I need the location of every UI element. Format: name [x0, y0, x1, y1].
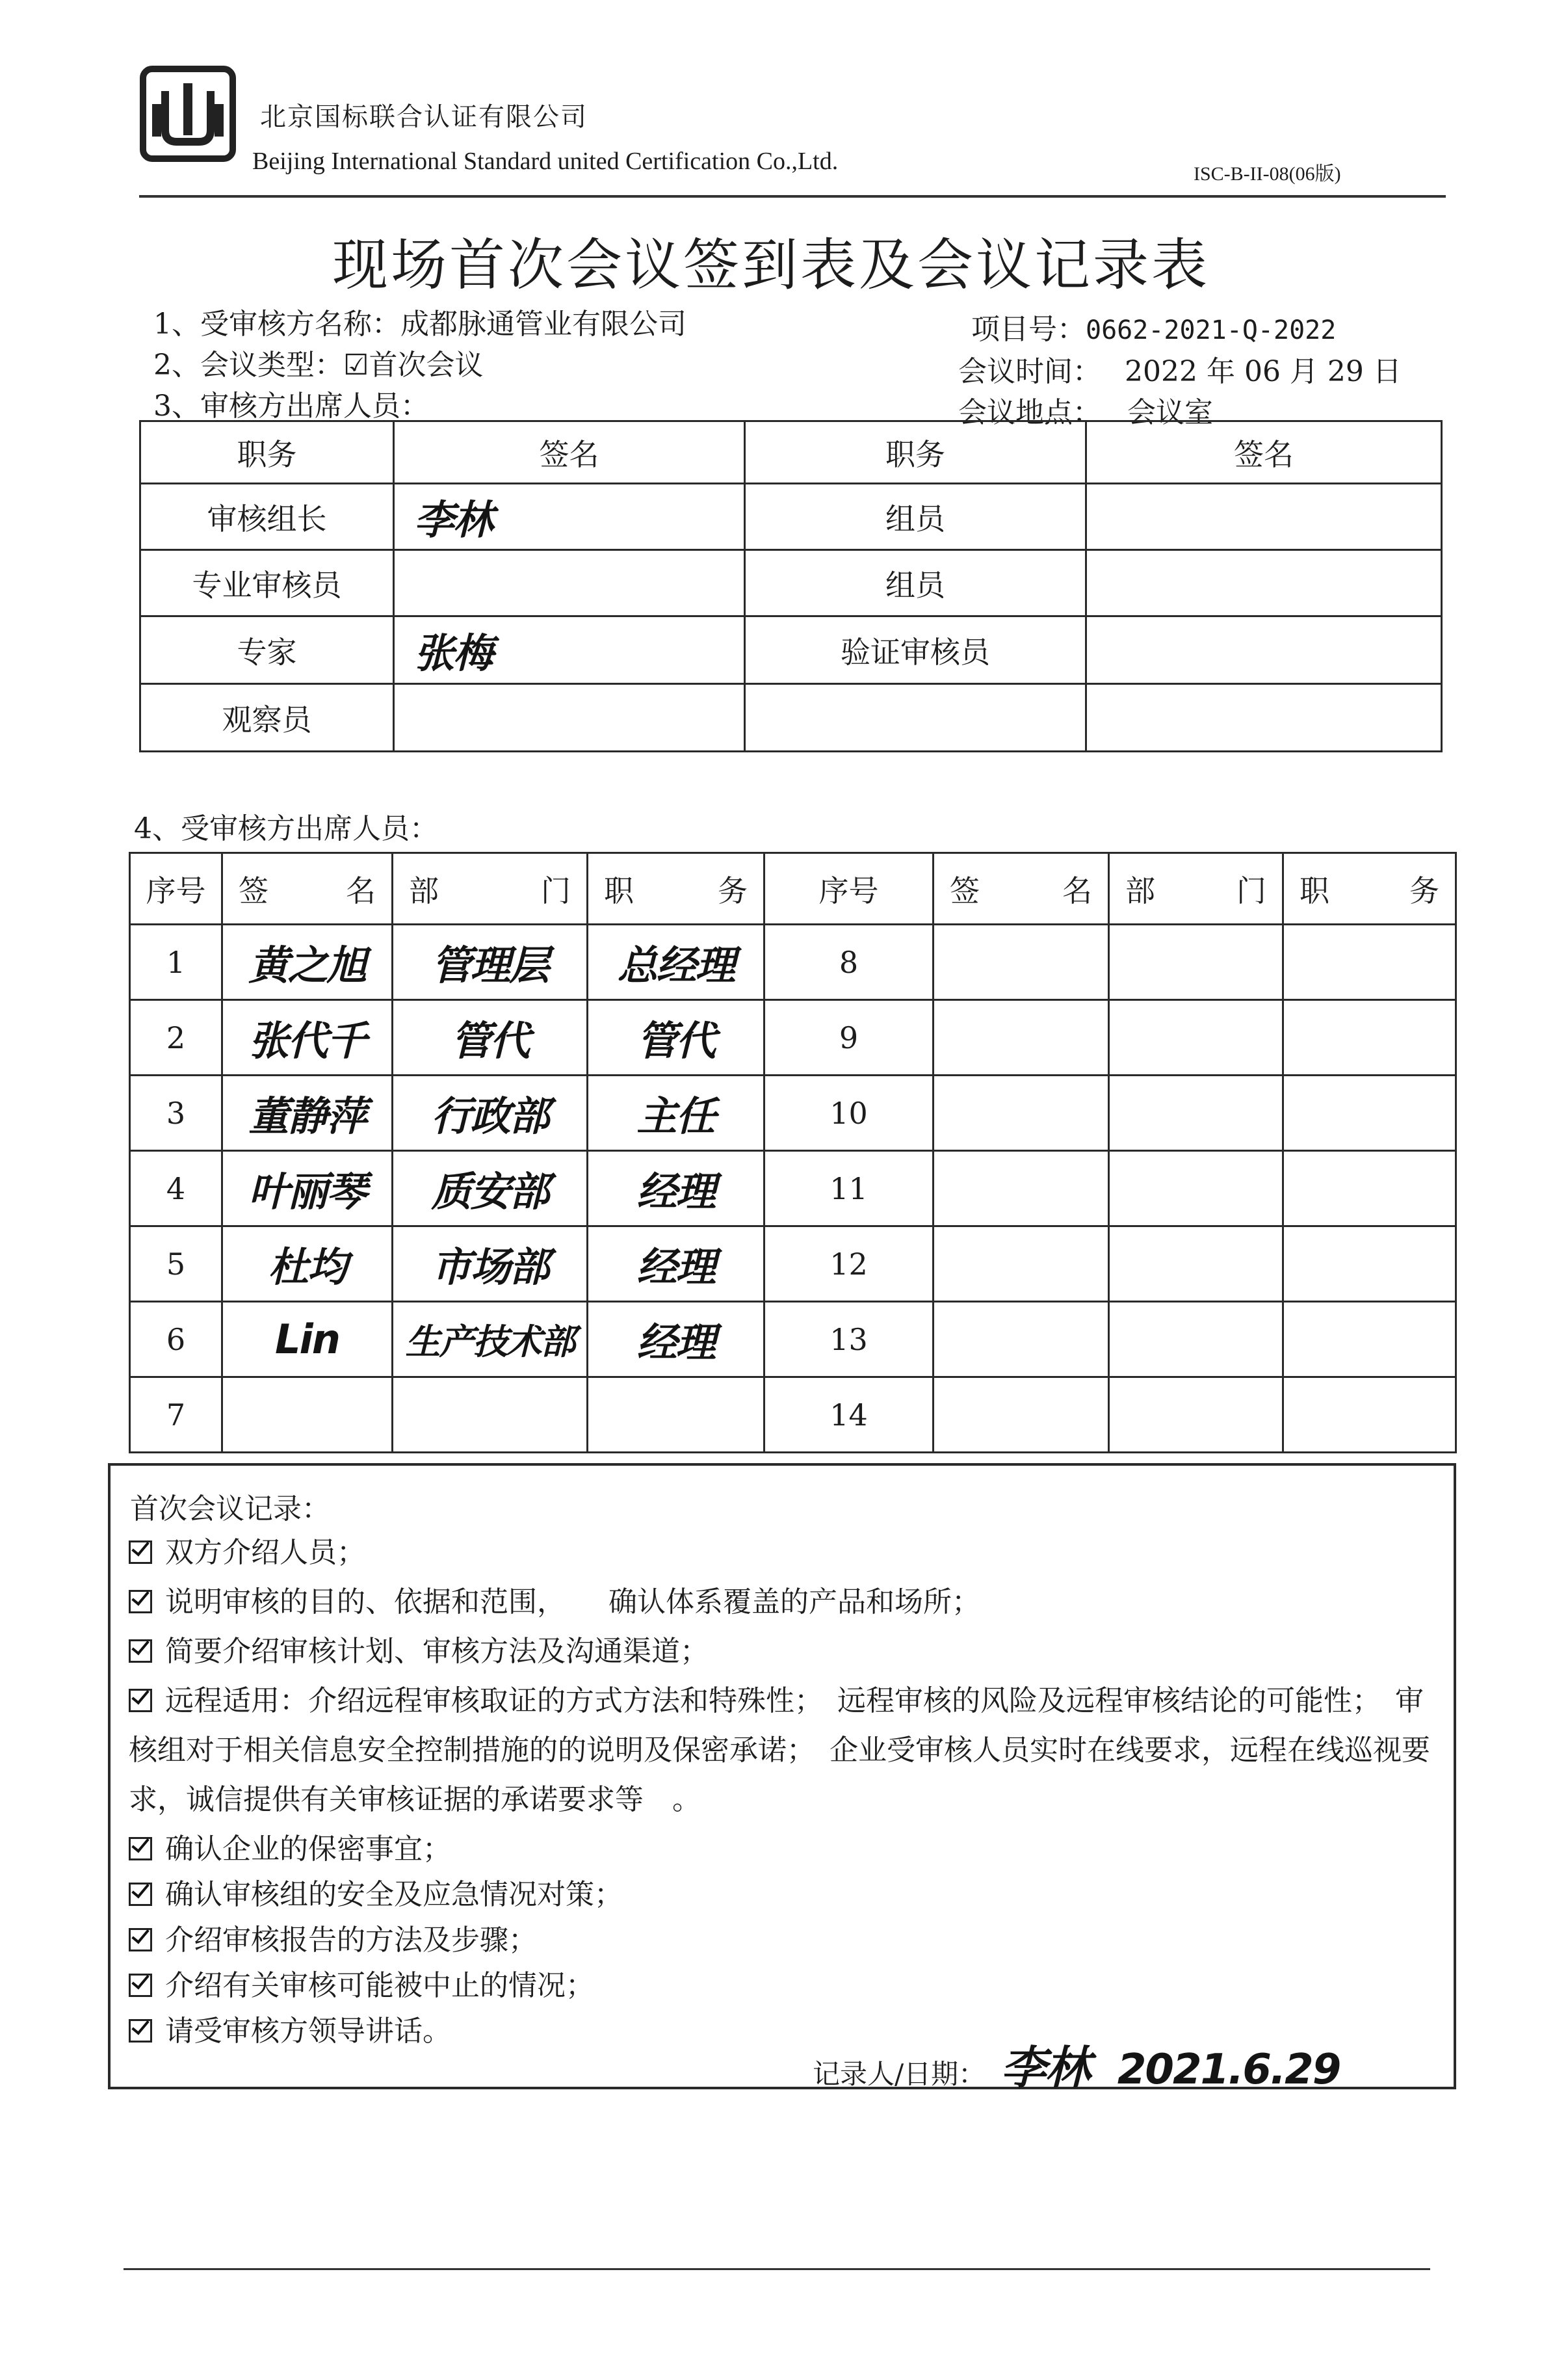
table-row	[130, 1000, 1456, 1076]
project-no-value: 0662-2021-Q-2022	[1086, 315, 1337, 345]
minutes-title: 首次会议记录：	[130, 1492, 330, 1526]
audit-team-label: 3、审核方出席人员：	[153, 390, 429, 423]
dept-cell: 行政部	[393, 1076, 588, 1151]
meeting-type-value: ☑首次会议	[343, 349, 484, 382]
signature-cell	[394, 684, 745, 752]
checkbox-checked-icon	[129, 1974, 152, 1997]
role-cell: 观察员	[140, 684, 394, 752]
recorder-label: 记录人/日期：	[813, 2058, 986, 2090]
minutes-item	[129, 1916, 1435, 1965]
minutes-item	[129, 1627, 1435, 1676]
signature-cell: 张代千	[222, 1000, 393, 1076]
checkbox-checked-icon	[129, 1928, 152, 1951]
header-text: 门	[541, 873, 571, 908]
table-row	[140, 550, 1442, 616]
table-row	[130, 1377, 1456, 1453]
row-number: 13	[764, 1302, 934, 1377]
minutes-item-text: 确认审核组的安全及应急情况对策；	[165, 1878, 623, 1911]
header-text: 名	[1062, 873, 1092, 908]
minutes-item-text: 远程适用：介绍远程审核取证的方式方法和特殊性； 远程审核的风险及远程审核结论的可能性； 审核组对于相关信息安全控制措施的的说明及保密承诺； 企业受审核人员实时在线要求，远程在线巡视要求，诚信提供有关审核证据的承诺要求等 。	[129, 1684, 1430, 1816]
row-number: 3	[130, 1076, 222, 1151]
header-cell	[222, 853, 393, 925]
row-number: 11	[764, 1151, 934, 1226]
minutes-item	[129, 1578, 1435, 1627]
footer-divider	[124, 2268, 1430, 2270]
header-cell: 序号	[130, 853, 222, 925]
signature-cell: Lin	[222, 1302, 393, 1377]
role-cell: 组员	[745, 550, 1086, 616]
header-divider	[139, 195, 1446, 198]
meeting-type-line	[153, 341, 483, 383]
auditee-attendees-label: 4、受审核方出席人员：	[134, 812, 438, 845]
minutes-item	[129, 1961, 1435, 2011]
row-number: 10	[764, 1076, 934, 1151]
table-row	[130, 925, 1456, 1000]
duty-cell: 经理	[588, 1151, 764, 1226]
header-text: 务	[1409, 873, 1439, 908]
table-row	[140, 684, 1442, 752]
header-cell: 职务	[745, 421, 1086, 484]
table-row	[130, 1076, 1456, 1151]
duty-cell: 经理	[588, 1302, 764, 1377]
header-cell	[1283, 853, 1456, 925]
header-cell: 签名	[1086, 421, 1442, 484]
signature-cell	[934, 925, 1109, 1000]
header-text: 门	[1236, 873, 1266, 908]
signature-cell	[934, 1302, 1109, 1377]
header-text: 部	[1125, 873, 1155, 908]
minutes-item-text: 介绍有关审核可能被中止的情况；	[165, 1969, 594, 2002]
checkbox-checked-icon	[129, 2019, 152, 2043]
signature-cell: 叶丽琴	[222, 1151, 393, 1226]
duty-cell	[588, 1377, 764, 1453]
signature-cell	[1086, 550, 1442, 616]
meeting-place-label: 会议地点：	[958, 396, 1101, 429]
table-row	[130, 1302, 1456, 1377]
header-text: 职	[604, 873, 634, 908]
role-cell: 审核组长	[140, 484, 394, 550]
recorder-signature: 李林	[1000, 2041, 1090, 2095]
auditee-attendees-table	[129, 852, 1457, 1453]
duty-cell: 经理	[588, 1226, 764, 1302]
row-number: 5	[130, 1226, 222, 1302]
dept-cell: 管理层	[393, 925, 588, 1000]
minutes-item	[129, 1676, 1435, 1825]
minutes-item-text: 介绍审核报告的方法及步骤；	[165, 1924, 537, 1957]
dept-cell	[1109, 1000, 1283, 1076]
signature-cell	[934, 1377, 1109, 1453]
header-cell	[393, 853, 588, 925]
checkbox-checked-icon	[129, 1837, 152, 1860]
duty-cell	[1283, 1000, 1456, 1076]
company-name-cn: 北京国标联合认证有限公司	[260, 102, 588, 132]
dept-cell	[1109, 925, 1283, 1000]
dept-cell	[393, 1377, 588, 1453]
signature-cell: 董静萍	[222, 1076, 393, 1151]
row-number: 14	[764, 1377, 934, 1453]
header-text: 职	[1300, 873, 1329, 908]
row-number: 1	[130, 925, 222, 1000]
row-number: 6	[130, 1302, 222, 1377]
header-cell	[934, 853, 1109, 925]
header-cell	[1109, 853, 1283, 925]
dept-cell	[1109, 1226, 1283, 1302]
project-no-line	[971, 306, 1336, 347]
signature-cell	[934, 1151, 1109, 1226]
minutes-item	[129, 2007, 584, 2056]
meeting-time-line	[958, 348, 1402, 390]
signature-cell: 杜均	[222, 1226, 393, 1302]
minutes-item-text: 简要介绍审核计划、审核方法及沟通渠道；	[165, 1635, 709, 1668]
page-title: 现场首次会议签到表及会议记录表	[332, 233, 1210, 298]
header-text: 名	[346, 873, 376, 908]
row-number: 4	[130, 1151, 222, 1226]
checkbox-checked-icon	[129, 1590, 152, 1613]
checkbox-checked-icon	[129, 1689, 152, 1712]
meeting-type-label: 2、会议类型：	[153, 349, 343, 382]
recorder-date: 2021.6.29	[1117, 2046, 1340, 2094]
dept-cell: 市场部	[393, 1226, 588, 1302]
table-row	[130, 1226, 1456, 1302]
table-row	[130, 1151, 1456, 1226]
recorder-line	[813, 2031, 1340, 2097]
meeting-time-label: 会议时间：	[958, 355, 1101, 388]
signature-cell: 黄之旭	[222, 925, 393, 1000]
signature-cell	[394, 550, 745, 616]
signature-cell	[1086, 684, 1442, 752]
minutes-item-text: 确认企业的保密事宜；	[165, 1832, 451, 1866]
role-cell	[745, 684, 1086, 752]
duty-cell	[1283, 1302, 1456, 1377]
dept-cell: 质安部	[393, 1151, 588, 1226]
duty-cell	[1283, 1076, 1456, 1151]
header-cell: 职务	[140, 421, 394, 484]
minutes-item-text: 说明审核的目的、依据和范围， 确认体系覆盖的产品和场所；	[165, 1585, 980, 1619]
dept-cell: 管代	[393, 1000, 588, 1076]
meeting-time-value: 2022 年 06 月 29 日	[1125, 355, 1402, 388]
row-number: 12	[764, 1226, 934, 1302]
header-text: 部	[409, 873, 439, 908]
minutes-item	[129, 1870, 1435, 1920]
dept-cell	[1109, 1377, 1283, 1453]
dept-cell	[1109, 1076, 1283, 1151]
signature-cell: 张梅	[394, 616, 745, 684]
signature-cell	[1086, 616, 1442, 684]
role-cell: 验证审核员	[745, 616, 1086, 684]
table-header-row	[130, 853, 1456, 925]
auditee-value: 成都脉通管业有限公司	[400, 308, 686, 341]
minutes-item	[129, 1528, 1435, 1578]
header-text: 签	[239, 873, 268, 908]
certification-logo-icon	[139, 65, 237, 163]
header-cell	[588, 853, 764, 925]
header-text: 签	[950, 873, 980, 908]
row-number: 8	[764, 925, 934, 1000]
minutes-item-text: 双方介绍人员；	[165, 1536, 365, 1569]
auditee-line	[153, 300, 686, 342]
duty-cell: 总经理	[588, 925, 764, 1000]
table-header-row	[140, 421, 1442, 484]
table-row	[140, 484, 1442, 550]
company-name-en: Beijing International Standard united Certification Co.,Ltd.	[252, 148, 839, 175]
signature-cell	[934, 1226, 1109, 1302]
dept-cell: 生产技术部	[393, 1302, 588, 1377]
signature-cell	[222, 1377, 393, 1453]
duty-cell	[1283, 1151, 1456, 1226]
meeting-minutes-box	[108, 1463, 1456, 2095]
header-text: 务	[718, 873, 748, 908]
header-cell: 序号	[764, 853, 934, 925]
minutes-item	[129, 1825, 1435, 1874]
duty-cell: 主任	[588, 1076, 764, 1151]
meeting-place-value: 会议室	[1127, 396, 1213, 429]
row-number: 9	[764, 1000, 934, 1076]
role-cell: 专业审核员	[140, 550, 394, 616]
signature-cell: 李林	[394, 484, 745, 550]
auditee-label: 1、受审核方名称：	[153, 308, 400, 341]
header-cell: 签名	[394, 421, 745, 484]
minutes-item-text: 请受审核方领导讲话。	[165, 2015, 451, 2048]
dept-cell	[1109, 1151, 1283, 1226]
dept-cell	[1109, 1302, 1283, 1377]
signature-cell	[1086, 484, 1442, 550]
row-number: 7	[130, 1377, 222, 1453]
signature-cell	[934, 1076, 1109, 1151]
audit-team-table	[139, 420, 1443, 752]
role-cell: 专家	[140, 616, 394, 684]
checkbox-checked-icon	[129, 1540, 152, 1564]
project-no-label: 项目号：	[971, 313, 1086, 346]
duty-cell	[1283, 1226, 1456, 1302]
checkbox-checked-icon	[129, 1883, 152, 1906]
signature-cell	[934, 1000, 1109, 1076]
duty-cell: 管代	[588, 1000, 764, 1076]
duty-cell	[1283, 1377, 1456, 1453]
row-number: 2	[130, 1000, 222, 1076]
checkbox-checked-icon	[129, 1639, 152, 1663]
role-cell: 组员	[745, 484, 1086, 550]
form-code: ISC-B-II-08(06版)	[1194, 163, 1341, 185]
table-row	[140, 616, 1442, 684]
duty-cell	[1283, 925, 1456, 1000]
